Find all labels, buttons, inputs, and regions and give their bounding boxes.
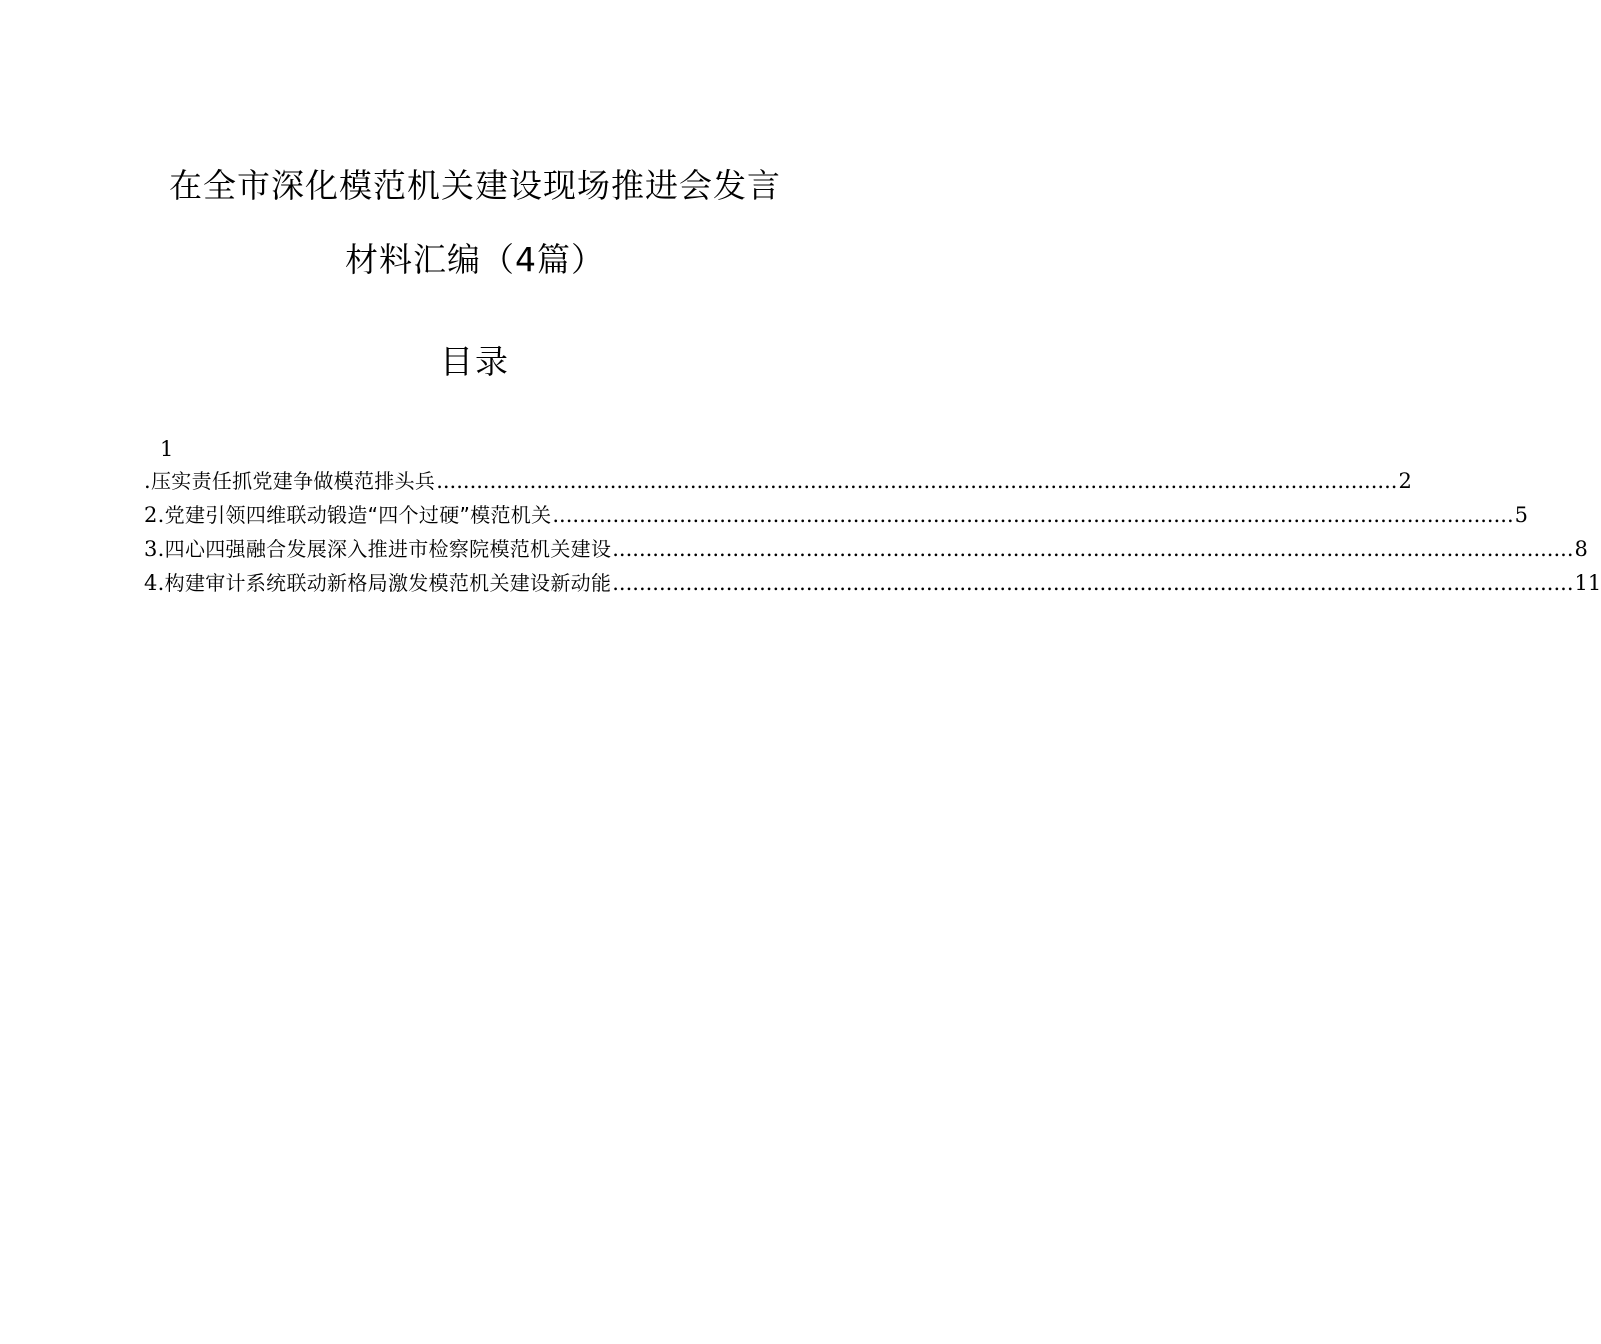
toc-entry-page: 11 xyxy=(1574,571,1601,595)
toc-dot-leader: ................................................................................................................................................ xyxy=(552,503,1514,527)
toc-entry-page: 2 xyxy=(1398,469,1412,493)
toc-entry-title: 2.党建引领四维联动锻造“四个过硬”模范机关 xyxy=(144,503,552,527)
toc-entry[interactable] xyxy=(144,464,1412,498)
toc-dot-leader: ................................................................................................................................................ xyxy=(436,469,1398,493)
toc-dot-leader: ................................................................................................................................................ xyxy=(612,537,1574,561)
toc-entry[interactable] xyxy=(144,498,1528,532)
toc-entry[interactable] xyxy=(144,532,1588,566)
document-title-line-2: 材料汇编（4篇） xyxy=(345,240,605,279)
toc-heading: 目录 xyxy=(440,342,510,381)
document-title-line-1: 在全市深化模范机关建设现场推进会发言 xyxy=(169,166,781,205)
toc-entry[interactable] xyxy=(144,566,1601,600)
toc-entry-title: .压实责任抓党建争做模范排头兵 xyxy=(144,469,436,493)
toc-entry-title: 3.四心四强融合发展深入推进市检察院模范机关建设 xyxy=(144,537,612,561)
toc-entry-page: 5 xyxy=(1514,503,1528,527)
toc-entry-page: 8 xyxy=(1574,537,1588,561)
toc-dot-leader: ................................................................................................................................................ xyxy=(612,571,1574,595)
toc-entry-title: 4.构建审计系统联动新格局激发模范机关建设新动能 xyxy=(144,571,612,595)
toc-entry-number: 1 xyxy=(160,437,174,461)
table-of-contents xyxy=(144,434,1601,600)
